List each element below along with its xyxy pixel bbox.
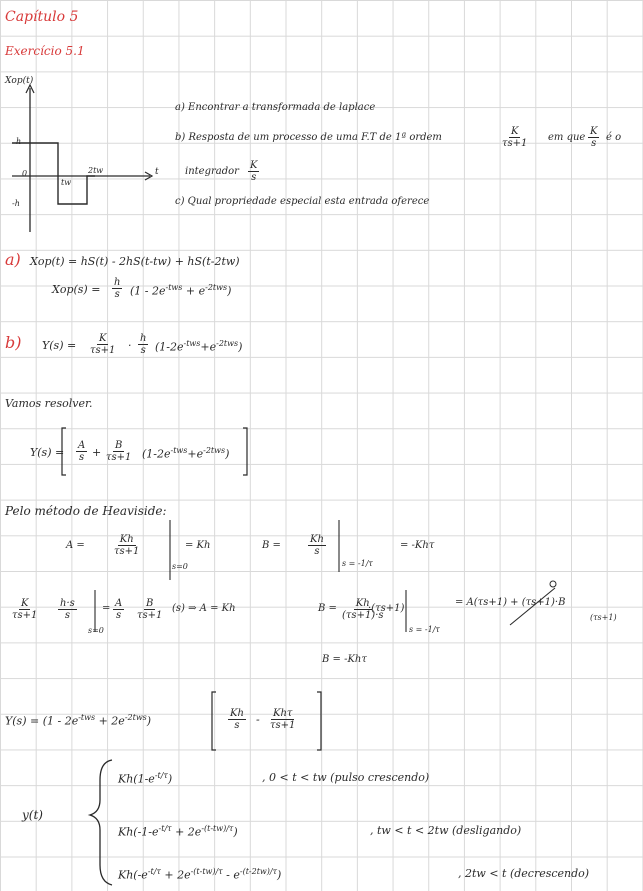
part-b-close: ) xyxy=(238,340,243,354)
final-kht-den: τs+1 xyxy=(270,720,296,731)
alt-a-mid: = xyxy=(102,603,111,614)
heaviside-b-res: = -Khτ xyxy=(400,540,435,551)
alt-b-den: (τs+1)·s xyxy=(342,610,384,621)
solve-close: ) xyxy=(225,447,230,461)
alt-b-eval: s = -1/τ xyxy=(409,625,440,634)
question-b-integrator xyxy=(248,160,259,183)
piecewise-lhs: y(t) xyxy=(22,808,43,822)
part-b-lhs: Y(s) = xyxy=(42,339,77,352)
case1-text: Kh(1-e xyxy=(118,772,155,786)
heaviside-a-num: Kh xyxy=(119,534,134,545)
alt-a-A: A xyxy=(115,598,123,609)
heaviside-b-den: s xyxy=(314,546,320,557)
case3-mid: + 2e xyxy=(160,868,191,882)
question-a: a) Encontrar a transformada de laplace xyxy=(175,102,376,113)
solve-rhs xyxy=(142,447,229,460)
alt-b-lhs: B = xyxy=(318,603,337,614)
graph-zero-label: 0 xyxy=(22,169,28,178)
alt-a-s: s xyxy=(116,610,122,621)
part-a-close: ) xyxy=(227,284,232,298)
piecewise-case3 xyxy=(118,868,281,881)
heaviside-a-eval: s=0 xyxy=(172,562,188,571)
final-kh-frac xyxy=(228,708,246,731)
final-exp1: -tws xyxy=(78,713,96,722)
graph-y-label: Xop(t) xyxy=(5,76,34,86)
final-kht-frac xyxy=(268,708,297,731)
case2-exp: -t/τ xyxy=(158,824,172,833)
part-a-h-frac xyxy=(112,277,122,300)
part-b-k-num: K xyxy=(98,333,107,344)
alt-a-eval: s=0 xyxy=(88,626,104,635)
part-b-k-frac xyxy=(88,333,117,356)
question-b-tf xyxy=(500,126,529,149)
heaviside-b-num: Kh xyxy=(310,534,324,545)
part-b-mid: +e xyxy=(200,340,217,354)
piecewise-case1 xyxy=(118,772,172,785)
part-a-line2-rhs xyxy=(130,284,231,297)
part-a-rhs-text: (1 - 2e xyxy=(130,284,166,298)
part-b-h-num: h xyxy=(140,333,147,344)
question-b-suffix: em que xyxy=(548,132,586,143)
final-kh-num: Kh xyxy=(230,708,244,719)
piecewise-brace xyxy=(90,760,112,885)
final-mid: + 2e xyxy=(95,714,125,728)
alt-b-mul: ·(τs+1) xyxy=(368,603,405,614)
case1-exp: -t/τ xyxy=(154,771,168,780)
final-close: ) xyxy=(146,714,152,728)
heaviside-a-frac xyxy=(112,534,141,557)
part-a-line1: Xop(t) = hS(t) - 2hS(t-tw) + hS(t-2tw) xyxy=(30,255,240,268)
solve-plus: + xyxy=(92,446,102,459)
final-bracket-right xyxy=(317,692,321,750)
heaviside-title: Pelo método de Heaviside: xyxy=(5,504,167,518)
heaviside-a-lhs: A = xyxy=(66,540,85,551)
graph-x-label: t xyxy=(155,167,159,177)
alt-a-A-frac xyxy=(113,598,124,621)
solve-b-frac xyxy=(104,440,133,463)
question-b-k-num: K xyxy=(590,126,598,137)
question-b-prefix: b) Resposta de um processo de uma F.T de 1ª ordem xyxy=(175,132,442,143)
solve-a-frac xyxy=(76,440,87,463)
heaviside-b-lhs: B = xyxy=(262,540,281,551)
question-b-end: é o xyxy=(606,132,622,143)
piecewise-case2 xyxy=(118,825,238,838)
chapter-title: Capítulo 5 xyxy=(5,9,79,25)
question-b-k-den: s xyxy=(591,138,597,149)
part-b-h-den: s xyxy=(140,345,146,356)
part-b-exp1: -tws xyxy=(183,339,201,348)
final-exp2: -2tws xyxy=(124,713,147,722)
heaviside-b-frac xyxy=(308,534,326,557)
alt-a-k-num: K xyxy=(20,598,29,609)
alt-a-k-den: τs+1 xyxy=(12,610,38,621)
part-b-h-frac xyxy=(138,333,148,356)
solve-a-num: A xyxy=(78,440,86,451)
b-final: B = -Khτ xyxy=(322,654,367,665)
part-b-exp2: -2tws xyxy=(216,339,239,348)
case2-close: ) xyxy=(233,825,238,839)
case3-exp3: -(t-2tw)/τ xyxy=(239,867,278,876)
part-b-dot: · xyxy=(128,339,132,352)
alt-b-rhs-den: (τs+1) xyxy=(590,613,617,622)
final-bracket-left xyxy=(212,692,216,750)
case3-close: ) xyxy=(277,868,282,882)
alt-b-num: Kh xyxy=(355,598,370,609)
case3-mid2: - e xyxy=(222,868,240,882)
heaviside-a-den: τs+1 xyxy=(114,546,140,557)
solve-exp1: -tws xyxy=(170,446,188,455)
alt-a-res: (s) ⇒ A = Kh xyxy=(172,603,236,614)
case3-exp: -t/τ xyxy=(147,867,161,876)
part-a-line2-lhs: Xop(s) = xyxy=(52,283,101,296)
part-b-label: b) xyxy=(5,333,22,352)
solve-a-den: s xyxy=(79,452,85,463)
question-b-k xyxy=(588,126,599,149)
question-b-line2: integrador xyxy=(185,166,239,177)
part-b-k-den: τs+1 xyxy=(90,345,116,356)
final-minus: - xyxy=(256,713,260,726)
alt-a-h-den: s xyxy=(64,610,70,621)
question-b-int-den: s xyxy=(251,172,257,183)
alt-a-B-frac xyxy=(135,598,164,621)
alt-a-B: B xyxy=(146,598,154,609)
exercise-title: Exercício 5.1 xyxy=(5,44,85,58)
case3-exp2: -(t-tw)/τ xyxy=(190,867,223,876)
question-b-int-num: K xyxy=(250,160,258,171)
alt-a-h-frac xyxy=(58,598,77,621)
case2-mid: + 2e xyxy=(171,825,202,839)
graph-h-label: h xyxy=(16,137,22,146)
solve-mid: +e xyxy=(187,447,204,461)
solve-intro: Vamos resolver. xyxy=(5,397,93,410)
piecewise-case1-cond: , 0 < t < tw (pulso crescendo) xyxy=(262,771,430,784)
alt-a-den2: τs+1 xyxy=(137,610,163,621)
final-y-lhs: Y(s) = (1 - 2e xyxy=(5,714,79,728)
case2-text: Kh(-1-e xyxy=(118,825,159,839)
graph-2tw-label: 2tw xyxy=(88,166,104,175)
question-b-tf-num: K xyxy=(510,126,519,137)
question-c: c) Qual propriedade especial esta entrada oferece xyxy=(175,196,430,207)
piecewise-case3-cond: , 2tw < t (decrescendo) xyxy=(458,867,590,880)
part-a-h-den: s xyxy=(114,289,120,300)
part-b-rhs xyxy=(155,340,242,353)
question-b-tf-den: τs+1 xyxy=(502,138,528,149)
cancel-circle xyxy=(550,581,556,587)
part-b-paren: (1-2e xyxy=(155,340,184,354)
solve-bracket-right xyxy=(243,428,247,475)
heaviside-a-res: = Kh xyxy=(185,540,211,551)
piecewise-case2-cond: , tw < t < 2tw (desligando) xyxy=(370,824,522,837)
graph-tw-label: tw xyxy=(61,178,72,187)
final-kht-num: Khτ xyxy=(272,708,293,719)
case3-text: Kh(-e xyxy=(118,868,148,882)
case1-close: ) xyxy=(167,772,173,786)
heaviside-b-eval: s = -1/τ xyxy=(342,559,373,568)
solve-b-den: τs+1 xyxy=(106,452,132,463)
alt-a-h-num: h·s xyxy=(60,598,75,609)
part-a-exp2: -2tws xyxy=(205,283,228,292)
part-a-exp1: -tws xyxy=(165,283,183,292)
graph-neg-h-label: -h xyxy=(12,199,20,208)
part-a-mid: + e xyxy=(182,284,206,298)
alt-a-k-frac xyxy=(10,598,39,621)
solve-paren: (1-2e xyxy=(142,447,171,461)
final-kh-den: s xyxy=(234,720,240,731)
solve-lhs: Y(s) = xyxy=(30,446,65,459)
solve-b-num: B xyxy=(115,440,123,451)
part-a-h-num: h xyxy=(114,277,121,288)
case2-exp2: -(t-tw)/τ xyxy=(201,824,234,833)
alt-b-rhs: = A(τs+1) + (τs+1)·B xyxy=(455,597,566,608)
final-y xyxy=(5,714,151,727)
part-a-label: a) xyxy=(5,250,21,269)
solve-exp2: -2tws xyxy=(203,446,226,455)
